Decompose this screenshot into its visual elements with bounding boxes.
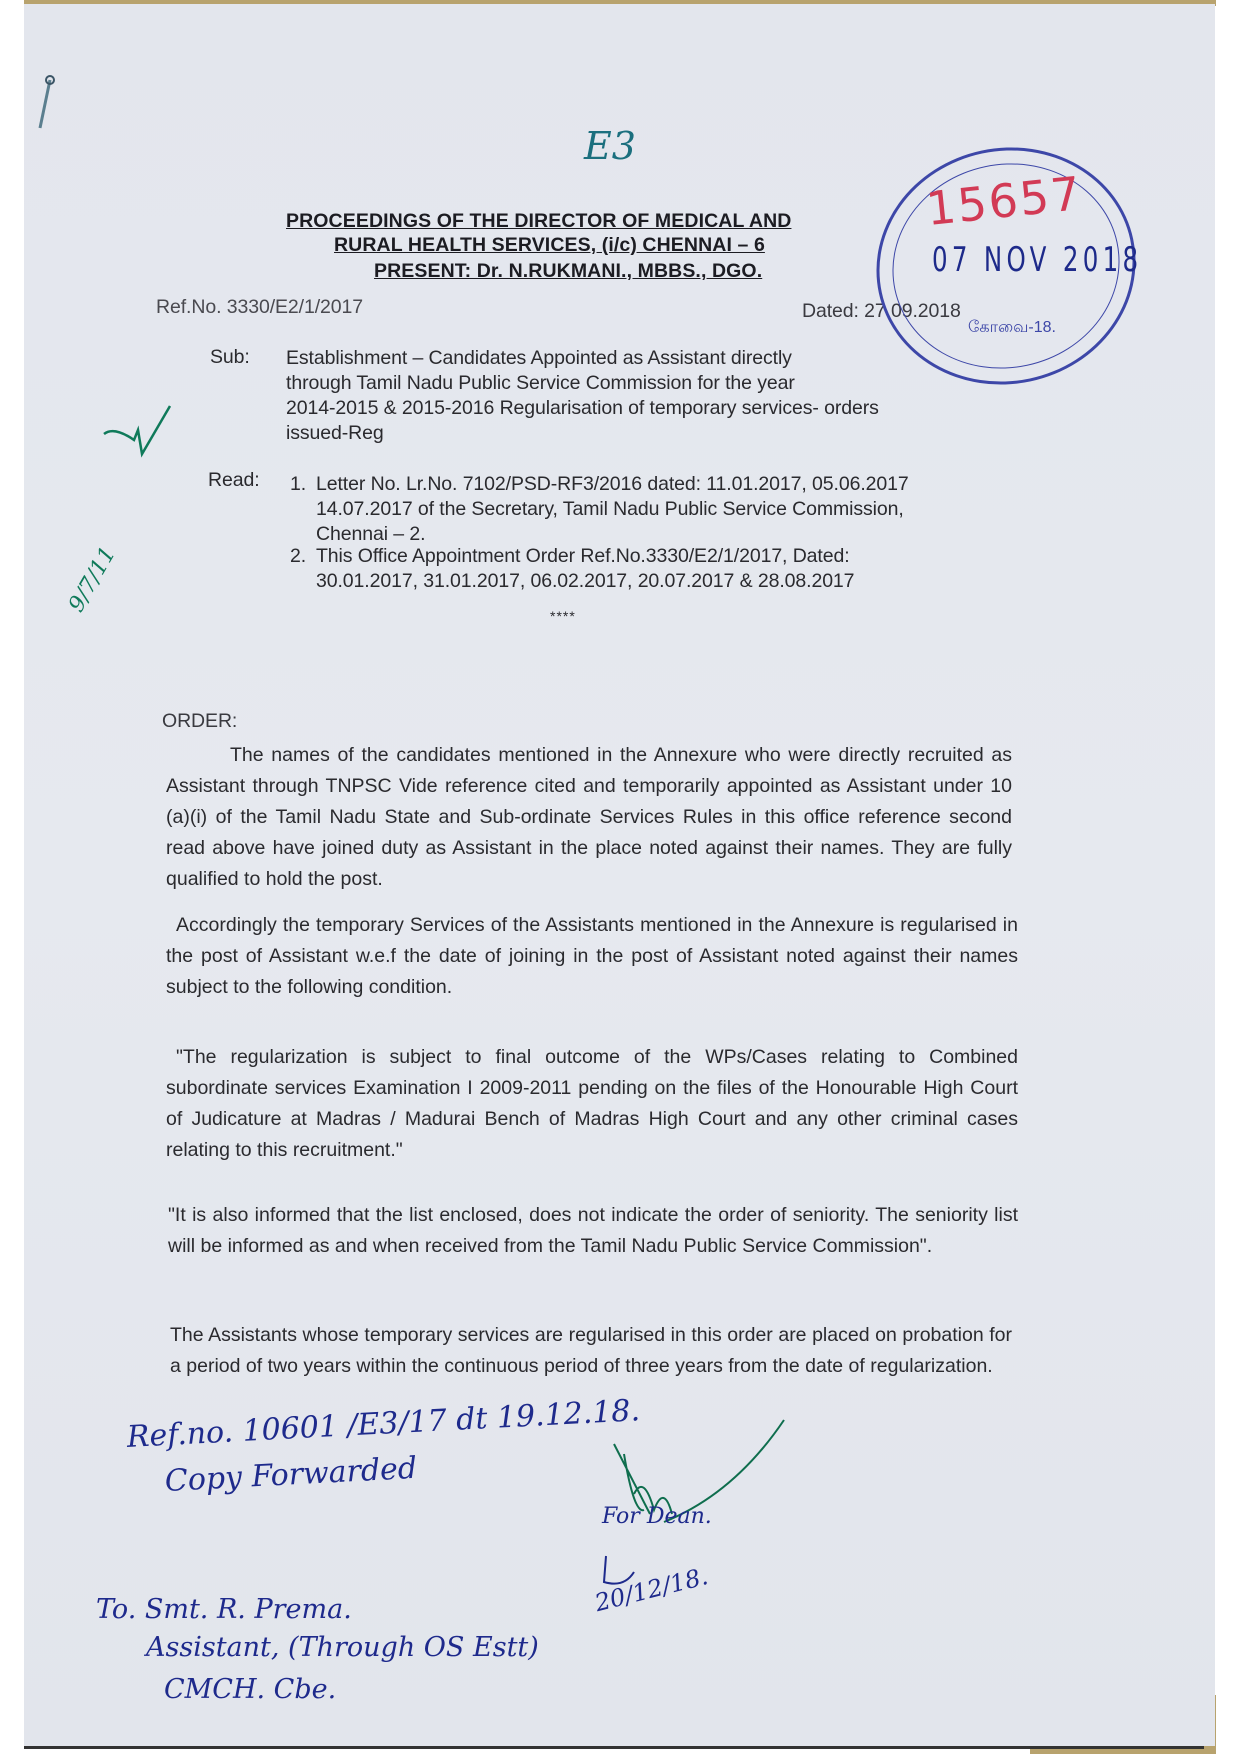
tick-mark-icon bbox=[94, 404, 174, 484]
read-item-line: This Office Appointment Order Ref.No.3330/E2/1/2017, Dated: bbox=[316, 545, 850, 567]
stamp-date: 07 NOV 2018 bbox=[932, 240, 1143, 280]
receipt-stamp bbox=[876, 148, 1143, 388]
order-paragraph-4: "It is also informed that the list enclosed, does not indicate the order of seniority. The seniority list will be informed as and when received from the Tamil Nadu Public Service Commission". bbox=[168, 1204, 1018, 1257]
margin-fraction-note: 9/7/11 bbox=[64, 542, 122, 617]
subject-line: issued-Reg bbox=[286, 422, 384, 444]
order-label: ORDER: bbox=[162, 710, 238, 732]
read-item-line: Letter No. Lr.No. 7102/PSD-RF3/2016 dated: 11.01.2017, 05.06.2017 bbox=[316, 473, 909, 495]
forward-reference: Ref.no. 10601 /E3/17 dt 19.12.18. bbox=[126, 1393, 641, 1455]
heading-line-3: PRESENT: Dr. N.RUKMANI., MBBS., DGO. bbox=[374, 260, 763, 282]
separator: **** bbox=[550, 608, 576, 624]
subject-line: Establishment – Candidates Appointed as Assistant directly bbox=[286, 347, 792, 369]
read-item-number: 1. bbox=[290, 473, 307, 495]
heading-line-1: PROCEEDINGS OF THE DIRECTOR OF MEDICAL AND bbox=[286, 210, 792, 232]
read-item-line: 14.07.2017 of the Secretary, Tamil Nadu Public Service Commission, bbox=[316, 498, 904, 520]
subject-line: through Tamil Nadu Public Service Commission for the year bbox=[286, 372, 795, 394]
subject-label: Sub: bbox=[210, 346, 250, 368]
addressee-designation: Assistant, (Through OS Estt) bbox=[146, 1632, 539, 1663]
initial-date: 20/12/18. bbox=[592, 1562, 711, 1618]
stamp-receipt-number: 15657 bbox=[923, 165, 1085, 237]
read-item-1 bbox=[290, 472, 909, 547]
order-paragraph-2: Accordingly the temporary Services of the Assistants mentioned in the Annexure is regularised in the post of Assistant w.e.f the date of joining in the post of Assistant noted against their names subject to the following condition. bbox=[166, 914, 1018, 998]
read-item-line: Chennai – 2. bbox=[316, 523, 426, 545]
read-item-line: 30.01.2017, 31.01.2017, 06.02.2017, 20.07.2017 & 28.08.2017 bbox=[316, 570, 855, 592]
order-paragraph-1: The names of the candidates mentioned in the Annexure who were directly recruited as Assistant through TNPSC Vide reference cited and temporarily appointed as Assistant under 10 (a)(i) of the Tamil Nadu State and Sub-ordinate Services Rules in this office reference second read above have joined duty as Assistant in the place noted against their names. They are fully qualified to hold the post. bbox=[166, 744, 1012, 890]
read-label: Read: bbox=[208, 469, 260, 491]
page-mark: E3 bbox=[584, 124, 636, 168]
heading-line-2: RURAL HEALTH SERVICES, (i/c) CHENNAI – 6 bbox=[334, 234, 765, 256]
staple-pin-icon bbox=[30, 74, 60, 134]
signature-caption: For Dean. bbox=[602, 1504, 712, 1529]
copy-forwarded-note: Copy Forwarded bbox=[164, 1450, 418, 1499]
order-paragraph-5: The Assistants whose temporary services are regularised in this order are placed on probation for a period of two years within the continuous period of three years from the date of regularization. bbox=[170, 1324, 1012, 1377]
subject-line: 2014-2015 & 2015-2016 Regularisation of temporary services- orders bbox=[286, 397, 879, 419]
stamp-place: கோவை-18. bbox=[968, 319, 1056, 336]
addressee-office: CMCH. Cbe. bbox=[164, 1674, 337, 1705]
reference-number: Ref.No. 3330/E2/1/2017 bbox=[156, 296, 364, 318]
read-item-2 bbox=[290, 544, 854, 594]
order-paragraph-3: "The regularization is subject to final outcome of the WPs/Cases relating to Combined subordinate services Examination I 2009-2011 pending on the files of the Honourable High Court of Judicature at Madras / Madurai Bench of Madras High Court and any other criminal cases relating to this recruitment." bbox=[166, 1046, 1018, 1161]
subject-text bbox=[286, 346, 879, 446]
addressee-name: To. Smt. R. Prema. bbox=[96, 1594, 352, 1625]
read-item-number: 2. bbox=[290, 545, 307, 567]
dated: Dated: 27.09.2018 bbox=[802, 300, 961, 322]
